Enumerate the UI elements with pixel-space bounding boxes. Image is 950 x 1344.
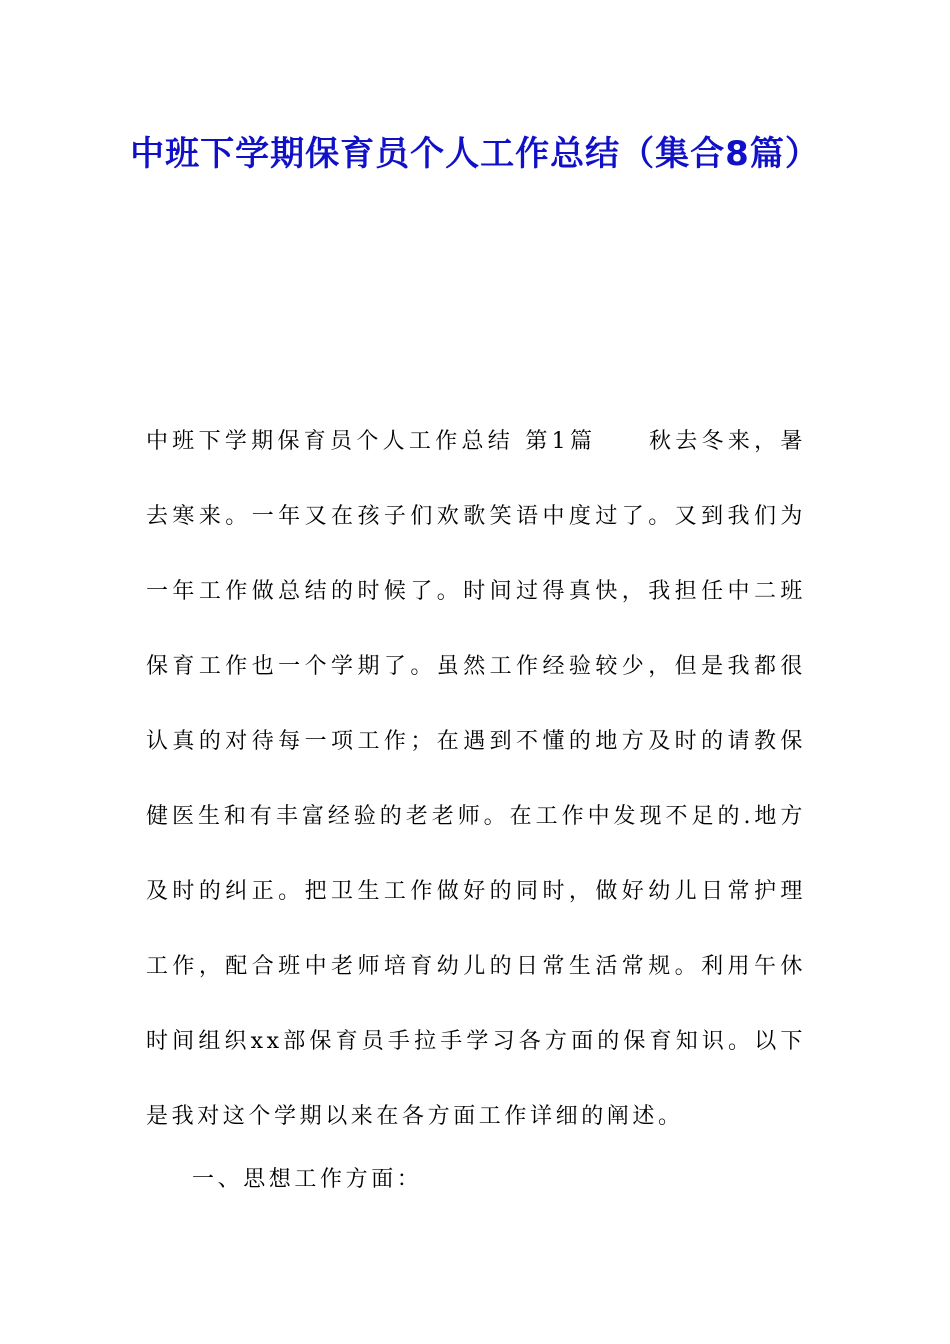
document-title: 中班下学期保育员个人工作总结（集合8篇） <box>130 134 820 174</box>
section-heading: 一、思想工作方面： <box>192 1167 423 1192</box>
article-heading: 中班下学期保育员个人工作总结 第1篇 <box>146 429 597 454</box>
intro-text: 秋去冬来，暑去寒来。一年又在孩子们欢歌笑语中度过了。又到我们为一年工作做总结的时候了。时间过得真快，我担任中二班保育工作也一个学期了。虽然工作经验较少，但是我都很认真的对待每一项工作；在遇到不懂的地方及时的请教保健医生和有丰富经验的老老师。在工作中发现不足的.地方及时的纠正。把卫生工作做好的同时，做好幼儿日常护理工作，配合班中老师培育幼儿的日常生活常规。利用午休时间组织xx部保育员手拉手学习各方面的保育知识。以下是我对这个学期以来在各方面工作详细的阐述。 <box>146 429 806 1129</box>
intro-paragraph <box>146 404 806 1154</box>
